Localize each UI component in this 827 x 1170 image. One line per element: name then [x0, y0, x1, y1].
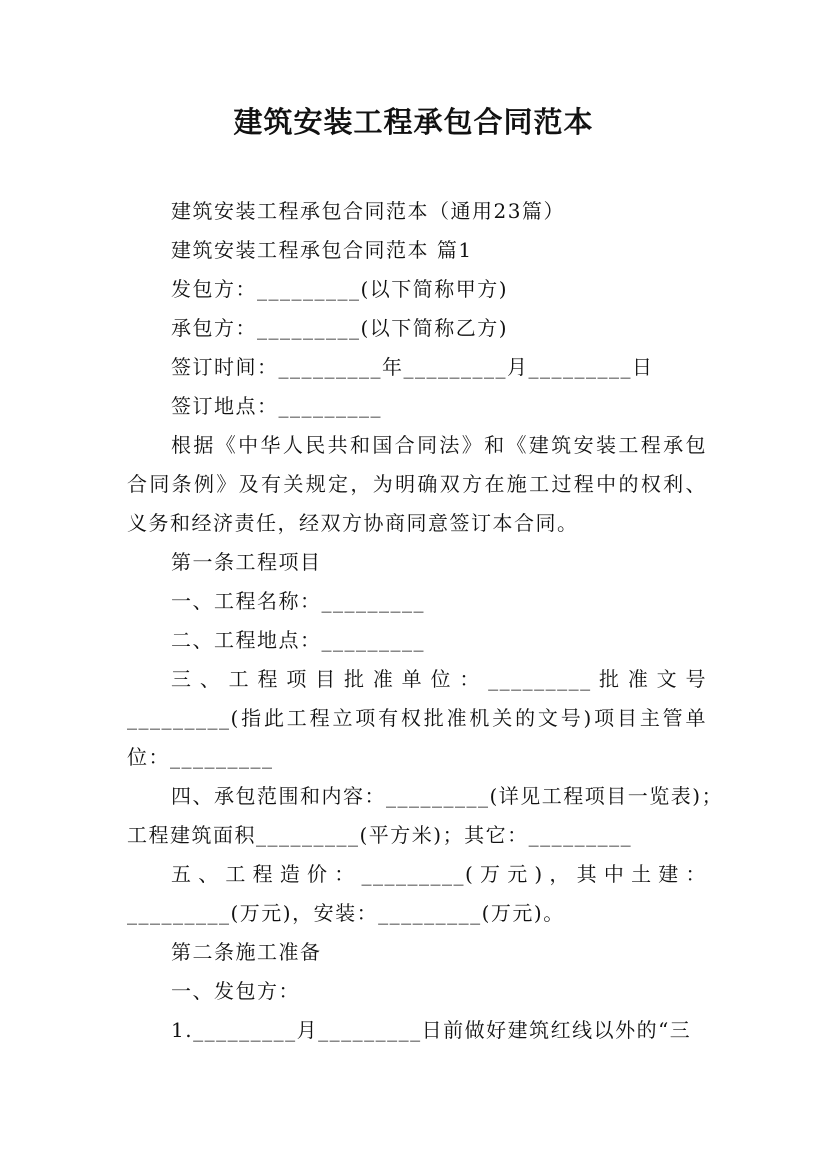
signing-date-line: 签订时间：_________年_________月_________日	[171, 355, 654, 379]
party-a-line: 发包方：_________(以下简称甲方)	[171, 277, 509, 301]
paragraph-line: _________(万元)，安装：_________(万元)。	[127, 901, 565, 925]
paragraph-line: 位：_________	[127, 745, 274, 769]
paragraph-line: 四、承包范围和内容：_________(详见工程项目一览表)；	[171, 784, 724, 808]
paragraph-line: 工程建筑面积_________(平方米)；其它：_________	[127, 823, 633, 847]
paragraph-line: 二、工程地点：_________	[171, 628, 425, 652]
paragraph-line: 一、工程名称：_________	[171, 589, 425, 613]
paragraph-line: 1._________月_________日前做好建筑红线以外的“三	[171, 1018, 692, 1042]
paragraph-line: 三、工程项目批准单位：_________批准文号	[171, 667, 707, 691]
paragraph-line: _________(指此工程立项有权批准机关的文号)项目主管单	[127, 706, 707, 730]
subtitle: 建筑安装工程承包合同范本（通用23篇）	[171, 199, 565, 223]
article-heading: 第一条工程项目	[171, 550, 322, 574]
document-title: 建筑安装工程承包合同范本	[233, 105, 594, 139]
article-heading: 第二条施工准备	[171, 940, 322, 964]
paragraph-line: 一、发包方：	[171, 979, 300, 1003]
signing-place-line: 签订地点：_________	[171, 394, 382, 418]
party-b-line: 承包方：_________(以下简称乙方)	[171, 316, 509, 340]
section-heading: 建筑安装工程承包合同范本 篇1	[171, 238, 473, 262]
paragraph-line: 义务和经济责任，经双方协商同意签订本合同。	[127, 511, 579, 535]
paragraph-line: 根据《中华人民共和国合同法》和《建筑安装工程承包	[171, 433, 707, 457]
paragraph-line: 五、工程造价：_________(万元)，其中土建：	[171, 862, 707, 886]
paragraph-line: 合同条例》及有关规定，为明确双方在施工过程中的权利、	[127, 472, 707, 496]
